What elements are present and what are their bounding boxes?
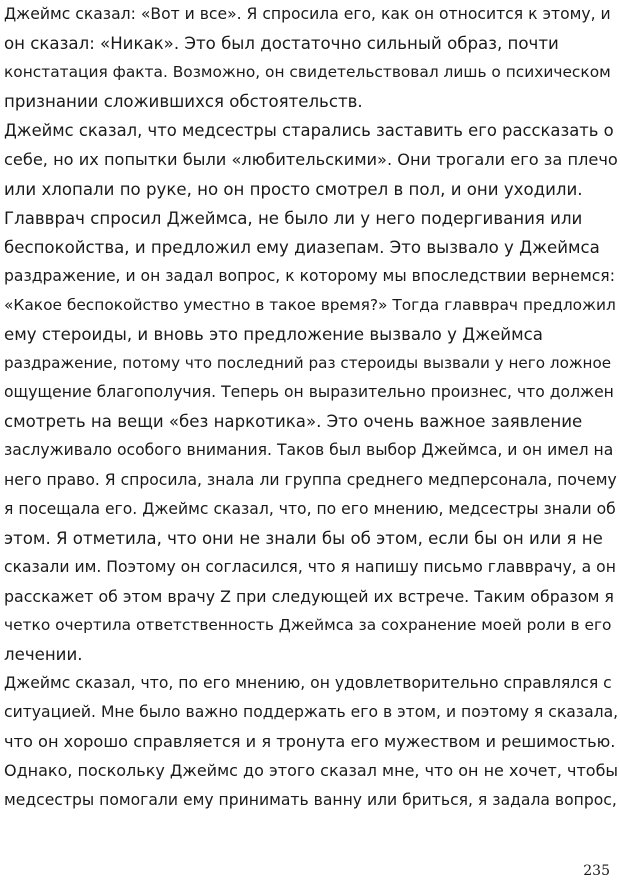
- text-line: беспокойства, и предложил ему диазепам. Это вызвало у Джеймса: [4, 237, 600, 257]
- text-line: четко очертила ответственность Джеймса за сохранение моей роли в его: [4, 615, 612, 634]
- text-line: Однако, поскольку Джеймс до этого сказал мне, что он не хочет, чтобы: [4, 761, 619, 781]
- text-line: констатация факта. Возможно, он свидетельствовал лишь о психическом: [4, 63, 611, 82]
- text-line: или хлопали по руке, но он просто смотрел в пол, и они уходили.: [4, 179, 583, 199]
- text-line: ситуацией. Мне было важно поддержать его в этом, и поэтому я сказала,: [4, 703, 619, 722]
- text-line: Джеймс сказал: «Вот и все». Я спросила его, как он относится к этому, и: [4, 5, 611, 23]
- text-line: Джеймс сказал, что медсестры старались заставить его рассказать о: [4, 121, 614, 141]
- text-line: себе, но их попытки были «любительскими». Они трогали его за плечо: [4, 150, 618, 170]
- text-line: этом. Я отметила, что они не знали бы об этом, если бы он или я не: [4, 528, 603, 548]
- text-line: медсестры помогали ему принимать ванну или бриться, я задала вопрос,: [4, 790, 617, 809]
- text-line: лечении.: [4, 645, 83, 665]
- text-line: заслуживало особого внимания. Таков был выбор Джеймса, и он имел на: [4, 441, 614, 460]
- text-line: раздражение, потому что последний раз стероиды вызвали у него ложное: [4, 354, 612, 373]
- text-line: него право. Я спросила, знала ли группа среднего медперсонала, почему: [4, 470, 617, 489]
- text-line: смотреть на вещи «без наркотика». Это очень важное заявление: [4, 412, 583, 432]
- text-line: «Какое беспокойство уместно в такое время?» Тогда главврач предложил: [4, 295, 616, 314]
- text-line: что он хорошо справляется и я тронута его мужеством и решимостью.: [4, 732, 616, 752]
- text-line: Главврач спросил Джеймса, не было ли у него подергивания или: [4, 208, 583, 228]
- text-line: признании сложившихся обстоятельств.: [4, 92, 363, 112]
- text-line: расскажет об этом врачу Z при следующей их встрече. Таким образом я: [4, 586, 614, 606]
- text-line: он сказал: «Никак». Это был достаточно сильный образ, почти: [4, 34, 559, 54]
- text-line: раздражение, и он задал вопрос, к которому мы впоследствии вернемся:: [4, 266, 615, 285]
- text-line: сказали им. Поэтому он согласился, что я напишу письмо главврачу, а он: [4, 557, 616, 576]
- text-line: я посещала его. Джеймс сказал, что, по его мнению, медсестры знали об: [4, 499, 616, 518]
- text-line: Джеймс сказал, что, по его мнению, он удовлетворительно справлялся с: [4, 674, 612, 693]
- text-line: ощущение благополучия. Теперь он выразительно произнес, что должен: [4, 383, 614, 402]
- page-number: 235: [583, 863, 610, 879]
- body-text: [4, 0, 618, 815]
- text-line: ему стероиды, и вновь это предложение вызвало у Джеймса: [4, 325, 543, 345]
